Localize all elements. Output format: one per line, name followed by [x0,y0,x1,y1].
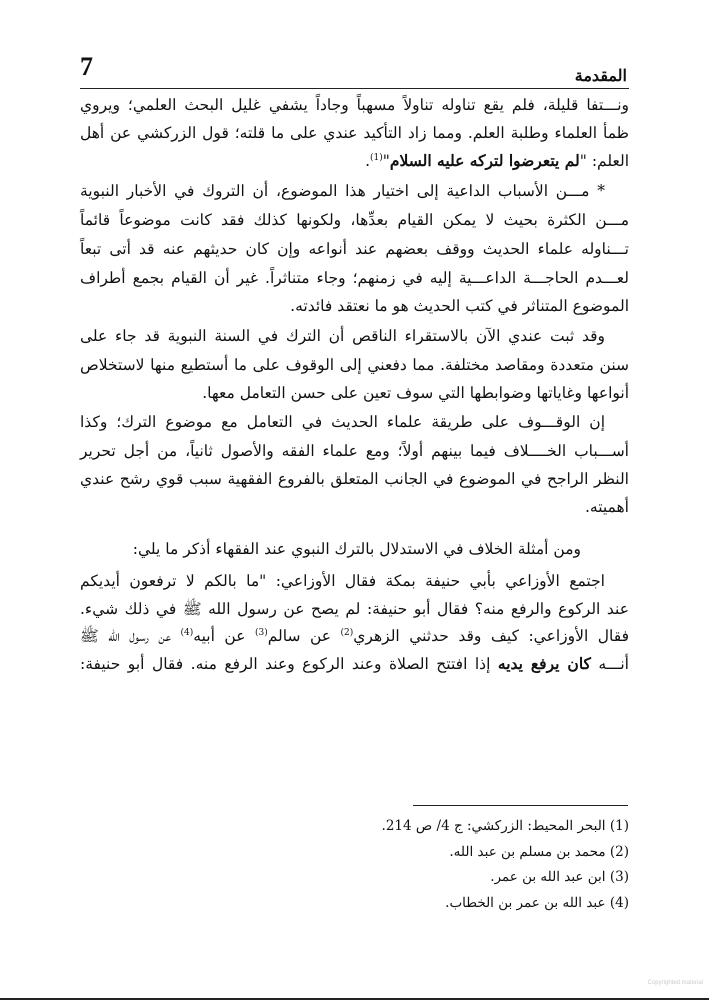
text-segment: عن أبيه [193,627,255,645]
footnote: (1) البحر المحيط: الزركشي: ج 4/ ص 214. [381,818,629,834]
text-line [132,536,581,562]
text-line [80,265,629,291]
text-line [80,148,629,174]
text-segment: العلم: " [579,152,629,170]
footnote-ref: (3) [254,627,268,638]
text-line [80,596,629,622]
text-segment: مـــن الكثرة بحيث لا يمكن القيام بعدِّها، ولكونها كذلك فقد كانت موضوعاً قائماً [80,211,629,229]
footnote-divider [413,805,628,806]
text-line [80,568,605,594]
text-line [80,293,629,319]
text-line [80,323,605,349]
text-segment: عند الركوع والرفع منه؟ فقال أبو حنيفة: لم يصح عن رسول الله ﷺ في ذلك شيء. [80,600,629,618]
text-segment: إن الوقـــوف على طريقة علماء الحديث في التعامل مع موضوع الترك؛ وكذا [80,413,605,431]
text-segment: تـــناوله علماء الحديث ووقف بعضهم عند أنواعه وإن كان حديثهم عنه قد أتى تبعاً [80,240,629,258]
footnote: (4) عبد الله بن عمر بن الخطاب. [445,895,629,911]
text-line [80,120,629,146]
text-segment: * مـــن الأسباب الداعية إلى اختيار هذا الموضوع، أن التروك في الأخبار النبوية [80,182,605,200]
footnote-ref: (4) [180,627,194,638]
text-segment: ونـــتفا قليلة، فلم يقع تناوله تناولاً مسهباً وجاداً يشفي غليل البحث العلمي؛ ويروي [80,96,629,114]
footnote: (2) محمد بن مسلم بن عبد الله. [449,844,629,860]
text-line [80,494,629,520]
text-line [80,409,605,435]
text-line [80,651,629,677]
text-line [80,438,629,464]
page-number: 7 [80,52,93,81]
text-segment: أنواعها وغاياتها وضوابطها التي سوف تعين على حسن التعامل معها. [202,384,629,402]
bold-quote: كان يرفع يديه [497,654,591,673]
text-segment: . [365,152,371,170]
text-segment: ومن أمثلة الخلاف في الاستدلال بالترك النبوي عند الفقهاء أذكر ما يلي: [132,540,581,558]
text-segment: فقال الأوزاعي: كيف وقد حدثني الزهري [353,627,629,645]
text-segment: النظر الراجح في الموضوع في الجانب المتعلق بالفروع الفقهية سبب قوي رشح عندي [80,470,629,488]
text-segment: الموضوع المتناثر في كتب الحديث هو ما نعتقد فائدته. [290,297,629,315]
text-line [80,207,629,233]
text-segment: عن سالم [267,627,341,645]
header-divider [80,88,629,89]
bold-quote: لم يتعرضوا لتركه عليه السلام [389,151,580,170]
footnote-ref: (2) [340,627,354,638]
running-header-title: المقدمة [574,66,627,85]
text-segment: ظمأ العلماء وطلبة العلم. ومما زاد التأكيد عندي على ما قلته؛ قول الزركشي عن أهل [80,124,629,142]
text-segment: اجتمع الأوزاعي بأبي حنيفة بمكة فقال الأوزاعي: "ما بالكم لا ترفعون أيديكم [80,572,605,590]
text-segment: أســـباب الخــــلاف فيما بينهم أولاً؛ ومع علماء الفقه والأصول ثانياً، من أجل تحرير [80,442,629,460]
text-line [80,623,629,649]
text-line [80,236,629,262]
text-segment: سنن متعددة ومقاصد مختلفة. مما دفعني إلى الوقوف على ما أستطيع منها لاستخلاص [80,356,629,374]
text-segment: " [382,152,390,170]
text-segment: أنـــه [590,655,629,673]
text-line [80,352,629,378]
text-line [80,92,629,118]
text-segment: عن رسول الله ﷺ [80,627,181,645]
footnote: (3) ابن عبد الله بن عمر. [490,869,629,885]
text-line [80,178,605,204]
text-segment: إذا افتتح الصلاة وعند الركوع وعند الرفع منه. فقال أبو حنيفة: [80,655,498,673]
text-line [80,466,629,492]
text-segment: أهميته. [584,498,629,516]
text-line [80,380,629,406]
text-segment: وقد ثبت عندي الآن بالاستقراء الناقص أن الترك في السنة النبوية قد جاء على [80,327,605,345]
footnote-ref: (1) [370,152,383,163]
text-segment: لعـــدم الحاجـــة الداعـــية إليه في زمنهم؛ وجاء متناثراً. غير أن القيام بجمع أطراف [80,269,629,287]
copyright-watermark: Copyrighted material [647,980,703,986]
